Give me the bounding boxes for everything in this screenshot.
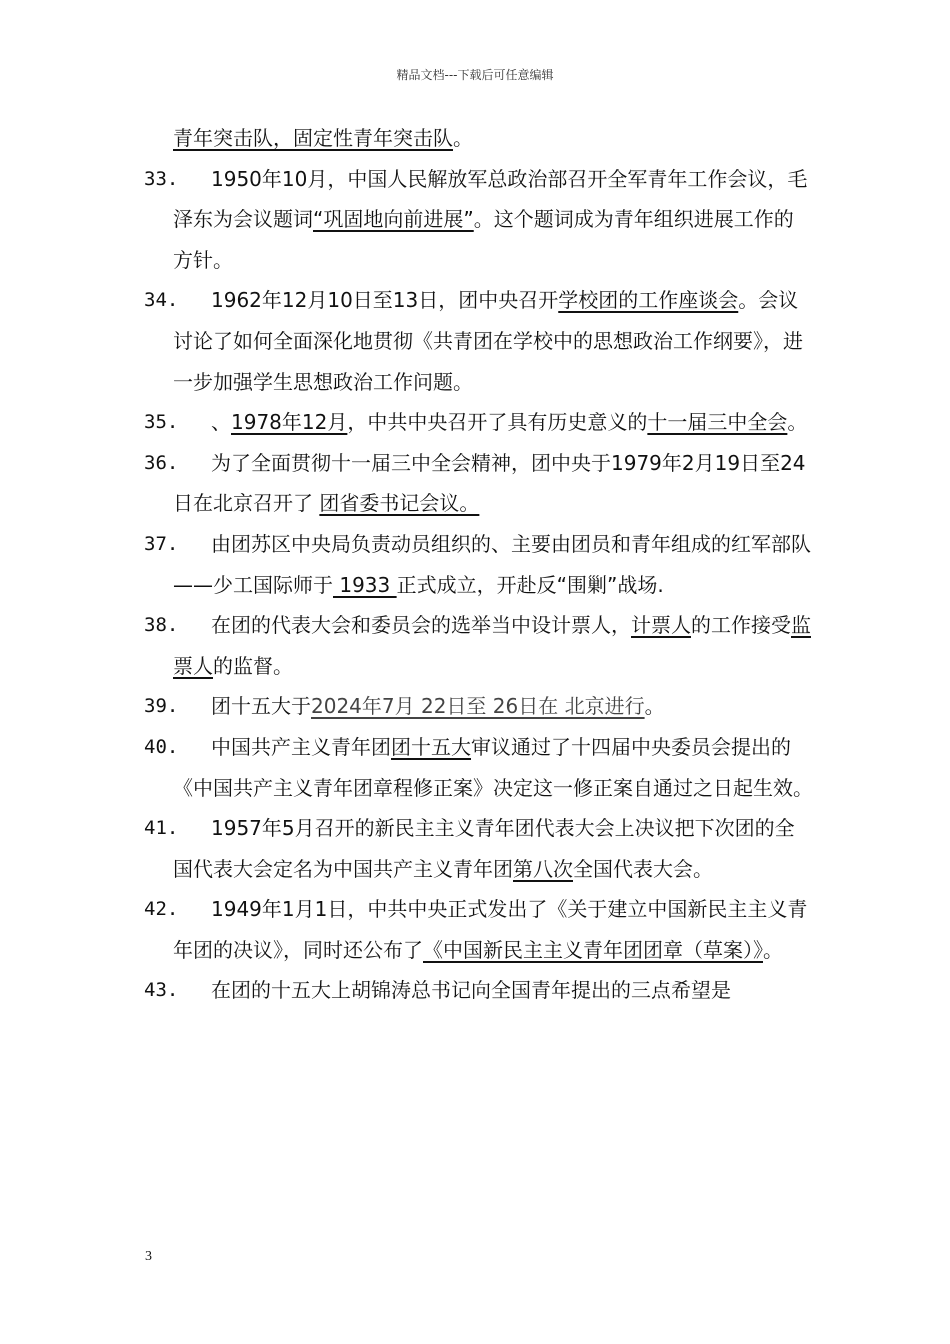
list-item xyxy=(0,402,813,443)
underlined-answer: 青年突击队，固定性青年突击队 xyxy=(173,126,453,150)
item-text xyxy=(173,808,813,889)
underlined-answer: 第八次 xyxy=(513,856,573,881)
item-text xyxy=(173,970,813,1011)
underlined-answer: 计票人 xyxy=(631,613,691,638)
item-text xyxy=(173,889,813,970)
text-run: 1949年1月1日，中共中央正式发出了《关于建立中国新民主主义青年团的决议》，同时还公布了 xyxy=(173,897,808,962)
underlined-answer: 1933 xyxy=(333,572,397,597)
text-run: 正式成立，开赴反“围剿”战场. xyxy=(396,572,664,597)
document-body xyxy=(0,118,950,1011)
text-run: 1957年5月召开的新民主主义青年团代表大会上决议把下次团的全国代表大会定名为中国共产主义青年团 xyxy=(173,816,795,881)
text-run: 的工作接受 xyxy=(691,613,791,638)
item-number: 33. xyxy=(144,167,179,190)
underlined-answer: 《中国新民主主义青年团团章（草案）》 xyxy=(423,937,763,962)
list-item xyxy=(0,443,813,524)
item-number: 37. xyxy=(144,532,179,555)
item-text xyxy=(173,402,813,443)
list-item xyxy=(0,686,813,727)
item-text xyxy=(173,686,813,727)
underlined-answer: 团十五大 xyxy=(391,734,471,759)
text-run: 。 xyxy=(453,126,473,150)
item-text xyxy=(173,126,473,150)
text-run: ，中共中央召开了具有历史意义的 xyxy=(347,410,648,435)
item-number: 42. xyxy=(144,898,179,921)
text-run: 。这个题词成为青年组织进展工作的方针。 xyxy=(173,207,794,272)
text-run: 由团苏区中央局负责动员组织的、主要由团员和青年组成的红军部队——少工国际师于 xyxy=(173,531,811,597)
list-item xyxy=(0,118,813,159)
item-number: 34. xyxy=(144,289,179,312)
item-number: 35. xyxy=(144,411,179,434)
item-number: 41. xyxy=(144,817,179,840)
text-run: 团十五大于 xyxy=(211,694,311,719)
item-text xyxy=(173,605,813,686)
text-run: 中国共产主义青年团 xyxy=(211,734,391,759)
underlined-answer: 2024年7月 22日至 26日在 北京进行 xyxy=(311,694,645,719)
item-text xyxy=(173,443,813,524)
page-header: 精品文档---下载后可任意编辑 xyxy=(396,68,554,82)
underlined-answer: 十一届三中全会 xyxy=(647,410,788,435)
item-number: 36. xyxy=(144,451,179,474)
item-number: 43. xyxy=(144,979,179,1002)
text-run: 。会议讨论了如何全面深化地贯彻《共青团在学校中的思想政治工作纲要》，进一步加强学生思想政治工作问题。 xyxy=(173,288,803,394)
text-run: 的监督。 xyxy=(213,653,293,678)
text-run: 、 xyxy=(211,410,231,435)
text-run: 审议通过了十四届中央委员会提出的《中国共产主义青年团章程修正案》决定这一修正案自通过之日起生效。 xyxy=(173,734,813,800)
item-number: 38. xyxy=(144,614,179,637)
underlined-answer: 1978年12月 xyxy=(231,410,348,435)
text-run: 1962年12月10日至13日，团中央召开 xyxy=(211,288,559,313)
text-run: 为了全面贯彻十一届三中全会精神，团中央于1979年2月19日至24日在北京召开了 xyxy=(173,450,806,516)
text-run: 。 xyxy=(787,410,808,435)
text-run: 1950年10月，中国人民解放军总政治部召开全军青年工作会议，毛泽东为会议题词 xyxy=(173,166,808,232)
text-run: 在团的十五大上胡锦涛总书记向全国青年提出的三点希望是 xyxy=(211,978,731,1003)
text-run: 在团的代表大会和委员会的选举当中设计票人， xyxy=(211,613,631,638)
list-item xyxy=(0,808,813,889)
list-item xyxy=(0,970,813,1011)
underlined-answer: 团省委书记会议。 xyxy=(319,491,480,516)
list-item xyxy=(0,727,813,808)
page-number: 3 xyxy=(145,1249,152,1264)
item-text xyxy=(173,524,813,605)
list-item xyxy=(0,889,813,970)
text-run: 。 xyxy=(763,937,783,962)
list-item xyxy=(0,280,813,402)
underlined-answer: 监票人 xyxy=(173,613,811,678)
list-item xyxy=(0,605,813,686)
underlined-answer: “巩固地向前进展” xyxy=(313,207,474,232)
underlined-answer: 学校团的工作座谈会 xyxy=(558,288,739,313)
text-run: 。 xyxy=(644,694,665,719)
list-item xyxy=(0,159,813,281)
item-text xyxy=(173,280,813,402)
item-text xyxy=(173,727,813,808)
item-number: 40. xyxy=(144,735,179,758)
item-text xyxy=(173,159,813,281)
text-run: 全国代表大会。 xyxy=(573,856,713,881)
item-number: 39. xyxy=(144,695,179,718)
list-item xyxy=(0,524,813,605)
